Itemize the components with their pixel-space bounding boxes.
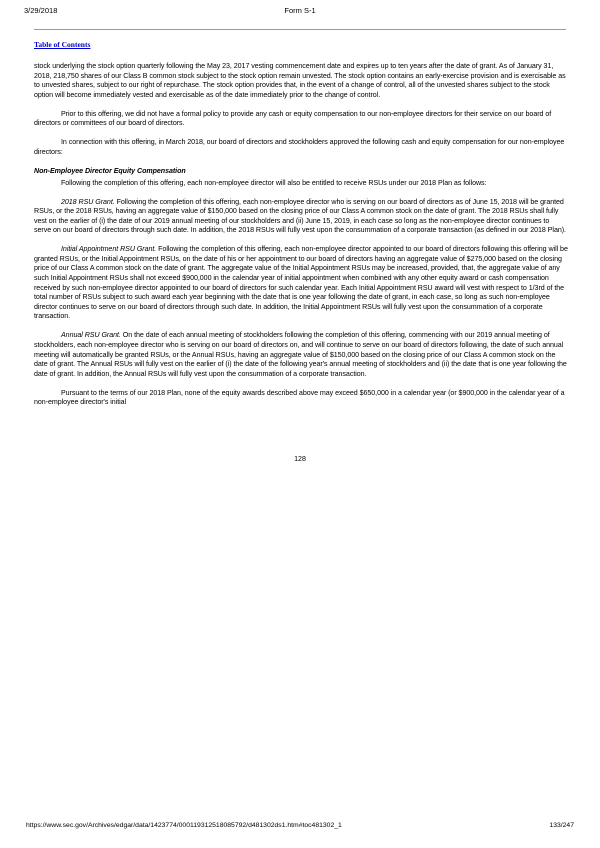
print-date: 3/29/2018	[24, 6, 58, 15]
paragraph-plan-limits: Pursuant to the terms of our 2018 Plan, none of the equity awards described above may exceed $650,000 in a calendar year (or $900,000 in the calendar year of a non-employee director's initial	[34, 388, 565, 407]
source-url: https://www.sec.gov/Archives/edgar/data/1423774/000119312518085792/d481302ds1.htm#toc481302_1	[26, 822, 342, 829]
table-of-contents-link[interactable]: Table of Contents	[34, 40, 91, 49]
paragraph-text: On the date of each annual meeting of stockholders following the completion of this offering, commencing with our 2019 annual meeting of stockholders, each non-employee director who is serving on our board of directors on, and will continue to serve on our board of directors following, the date of such annual meeting will automatically be granted RSUs, or the Annual RSUs, having an aggregate value of $150,000 based on the closing price of our Class A common stock on the date of grant. The Annual RSUs will fully vest on the earlier of (i) the date of the following year's annual meeting of stockholders and (ii) the date that is one year following the date of grant. In addition, the Annual RSUs will fully vest upon the consummation of a corporate transaction.	[34, 331, 567, 378]
page-count: 133/247	[549, 822, 574, 829]
paragraph-stock-option: stock underlying the stock option quarterly following the May 23, 2017 vesting commencement date and expires up to ten years after the date of grant. As of January 31, 2018, 218,750 shares of our Class B common stock subject to the stock option remain unvested. The stock option contains an early-exercise provision and is exercisable as to unvested shares, subject to our right of repurchase. The stock option provides that, in the event of a change of control, all of the unvested shares subject to the stock option will become immediately vested and exercisable as of the date immediately prior to the change of control.	[34, 62, 566, 99]
paragraph-title: 2018 RSU Grant.	[61, 197, 115, 206]
paragraph-annual-rsu-grant	[34, 331, 568, 379]
section-heading: Non-Employee Director Equity Compensation	[34, 166, 186, 175]
paragraph-approval: In connection with this offering, in March 2018, our board of directors and stockholders approved the following cash and equity compensation for our non-employee directors:	[34, 138, 565, 156]
header-divider	[34, 29, 566, 30]
paragraph-text: Following the completion of this offering, each non-employee director appointed to our board of directors following this offering will be granted RSUs, or the Initial Appointment RSUs, on the date of his or her appointment to our board of directors having an aggregate value of $275,000 based on the closing price of our Class A common stock on the date of grant. The aggregate value of the Initial Appointment RSUs may be increased, provided, that, the aggregate value of any such Initial Appointment RSUs shall not exceed $900,000 in the calendar year of initial appointment when combined with any other equity award or cash compensation received by such non-employee director appointed to our board of directors for such calendar year. Each Initial Appointment RSU award will vest with respect to 1/3rd of the total number of RSUs subject to such award each year beginning with the date that is one year following the date of grant, in each case, so long as such non-employee director continues to serve on our board of directors through such date. In addition, the Initial Appointment RSUs will fully vest upon the consummation of a corporate transaction.	[34, 245, 568, 321]
document-body	[34, 62, 568, 417]
document-title: Form S-1	[284, 6, 316, 15]
paragraph-initial-appointment-rsu-grant	[34, 245, 568, 322]
paragraph-2018-rsu-grant	[34, 198, 568, 236]
paragraph-title: Annual RSU Grant.	[61, 331, 121, 340]
page-number: 128	[294, 455, 306, 463]
paragraph-text: Following the completion of this offering, each non-employee director who is serving on our board of directors as of June 15, 2018 will be granted RSUs, or the 2018 RSUs, having an aggregate value of $150,000 based on the closing price of our Class A common stock on the date of grant. The 2018 RSUs shall fully vest on the earlier of (i) the date of our 2019 annual meeting of our stockholders and (ii) June 15, 2019, in each case so long as the non-employee director continues to serve on our board of directors through such date. In addition, the 2018 RSUs will fully vest upon the consummation of a corporate transaction (as defined in our 2018 Plan).	[34, 197, 566, 235]
paragraph-prior-policy: Prior to this offering, we did not have a formal policy to provide any cash or equity compensation to our non-employee directors for their service on our board of directors or committees of our board of directors.	[34, 109, 552, 128]
paragraph-rsu-intro: Following the completion of this offering, each non-employee director will also be entitled to receive RSUs under our 2018 Plan as follows:	[61, 178, 487, 187]
paragraph-title: Initial Appointment RSU Grant.	[61, 245, 157, 254]
